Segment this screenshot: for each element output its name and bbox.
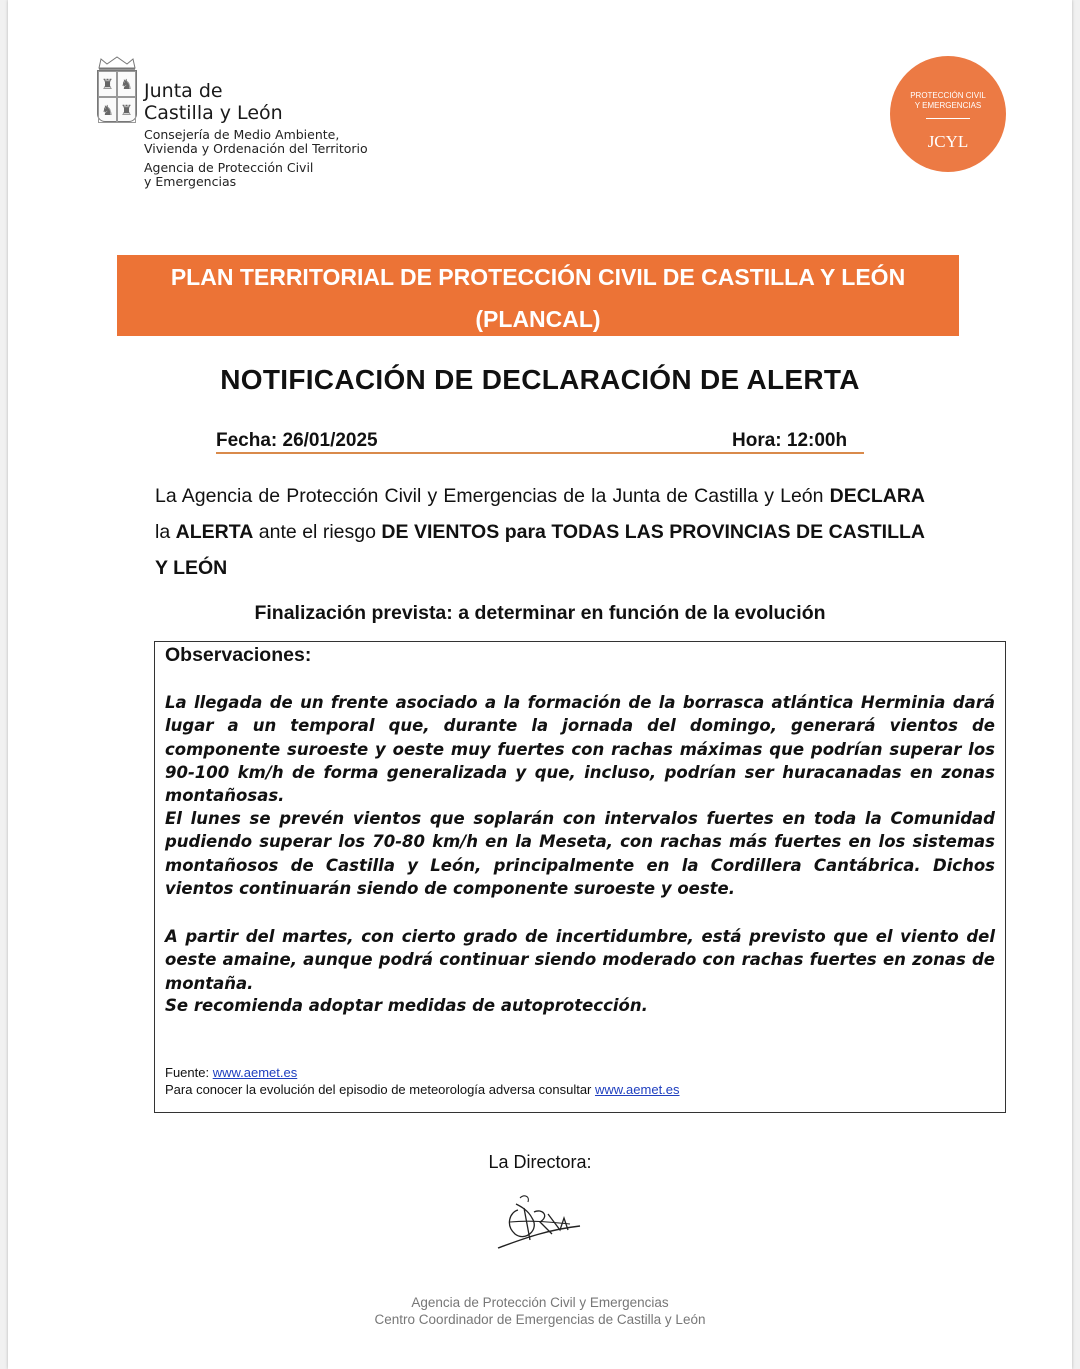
footer-line1: Agencia de Protección Civil y Emergencias bbox=[411, 1295, 669, 1310]
crown-icon bbox=[97, 56, 137, 70]
evolucion-link[interactable]: www.aemet.es bbox=[594, 1082, 680, 1097]
page-title: NOTIFICACIÓN DE DECLARACIÓN DE ALERTA bbox=[220, 364, 860, 395]
finalizacion-text: Finalización prevista: a determinar en función de la evolución bbox=[254, 602, 826, 624]
date-label: Fecha: 26/01/2025 bbox=[216, 430, 378, 451]
date-underline bbox=[216, 452, 864, 454]
fuente-line: Fuente: www.aemet.es bbox=[165, 1065, 298, 1080]
org-name: Junta de Castilla y León bbox=[144, 80, 283, 124]
signatory-label: La Directora: bbox=[488, 1152, 592, 1172]
banner-line1: PLAN TERRITORIAL DE PROTECCIÓN CIVIL DE CASTILLA Y LEÓN bbox=[170, 264, 906, 290]
plan-banner bbox=[117, 255, 959, 336]
proteccion-civil-seal: PROTECCIÓN CIVIL Y EMERGENCIAS JCYL bbox=[890, 56, 1006, 172]
banner-line2: (PLANCAL) bbox=[475, 306, 601, 332]
observaciones-paragraph-2: El lunes se prevén vientos que soplarán con intervalos fuertes en toda la Comunidad pudiendo superar los 70-80 km/h en la Meseta, con rachas más fuertes en los sistemas montañosos de Castilla y León, principalmente en la Cordillera Cantábrica. Dichos vientos continuarán siendo de componente suroeste y oeste. bbox=[165, 809, 995, 898]
observaciones-paragraph-4: Se recomienda adoptar medidas de autoprotección. bbox=[165, 996, 648, 1015]
observaciones-title: Observaciones: bbox=[165, 644, 312, 666]
fuente-link[interactable]: www.aemet.es bbox=[212, 1065, 298, 1080]
observaciones-paragraph-3: A partir del martes, con cierto grado de incertidumbre, está previsto que el viento del oeste amaine, aunque podrá continuar siendo moderado con rachas fuertes en zonas de montaña. bbox=[165, 927, 995, 993]
agency-name: Agencia de Protección Civil y Emergencias bbox=[144, 160, 314, 189]
time-label: Hora: 12:00h bbox=[732, 430, 848, 451]
department-name: Consejería de Medio Ambiente, Vivienda y Ordenación del Territorio bbox=[144, 127, 368, 156]
declaration-text: La Agencia de Protección Civil y Emergencias de la Junta de Castilla y León DECLARA la ALERTA ante el riesgo DE VIENTOS para TODAS LAS PROVINCIAS DE CASTILLA Y LEÓN bbox=[155, 485, 925, 579]
evolucion-line: Para conocer la evolución del episodio de meteorología adversa consultar www.aemet.es bbox=[165, 1082, 680, 1097]
footer-line2: Centro Coordinador de Emergencias de Castilla y León bbox=[374, 1312, 706, 1327]
signature-icon bbox=[490, 1190, 590, 1260]
coat-of-arms-icon: ♜ ♞ ♞ ♜ bbox=[97, 70, 137, 122]
observaciones-paragraph-1: La llegada de un frente asociado a la formación de la borrasca atlántica Herminia dará lugar a un temporal que, durante la jornada del domingo, generará vientos de componente suroeste y oeste muy fuertes con rachas máximas que podrían superar los 90-100 km/h de forma generalizada y que, incluso, podrían ser huracanadas en zonas montañosas. bbox=[165, 693, 995, 806]
